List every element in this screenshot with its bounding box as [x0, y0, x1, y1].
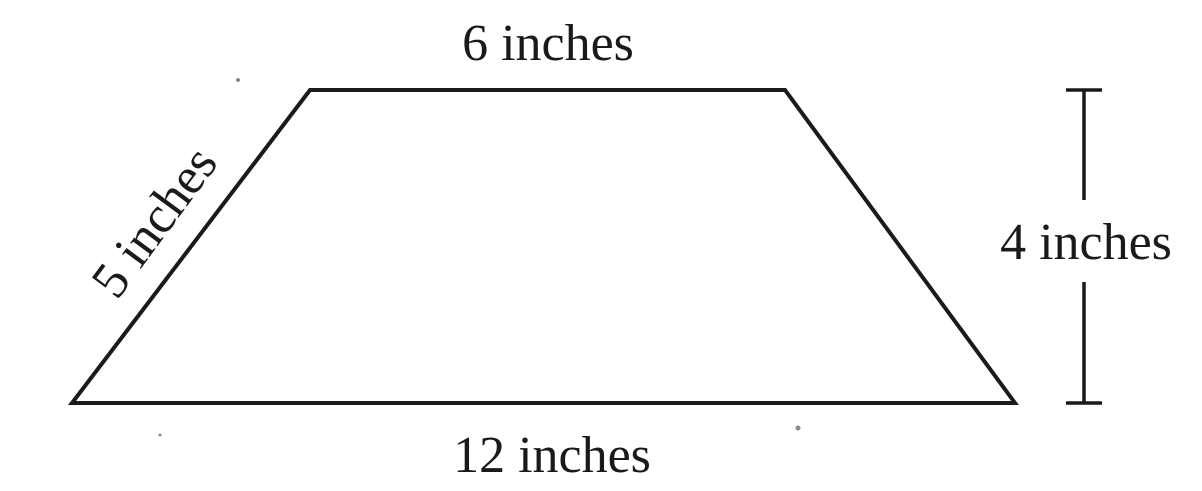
height-label: 4 inches	[1000, 214, 1172, 271]
scan-speck	[796, 426, 801, 431]
scan-speck	[236, 78, 240, 82]
slant-side-label: 5 inches	[80, 136, 229, 309]
top-base-label: 6 inches	[462, 15, 634, 72]
trapezoid-shape	[72, 90, 1015, 403]
bottom-base-label: 12 inches	[453, 427, 651, 484]
scan-speck	[159, 434, 162, 437]
